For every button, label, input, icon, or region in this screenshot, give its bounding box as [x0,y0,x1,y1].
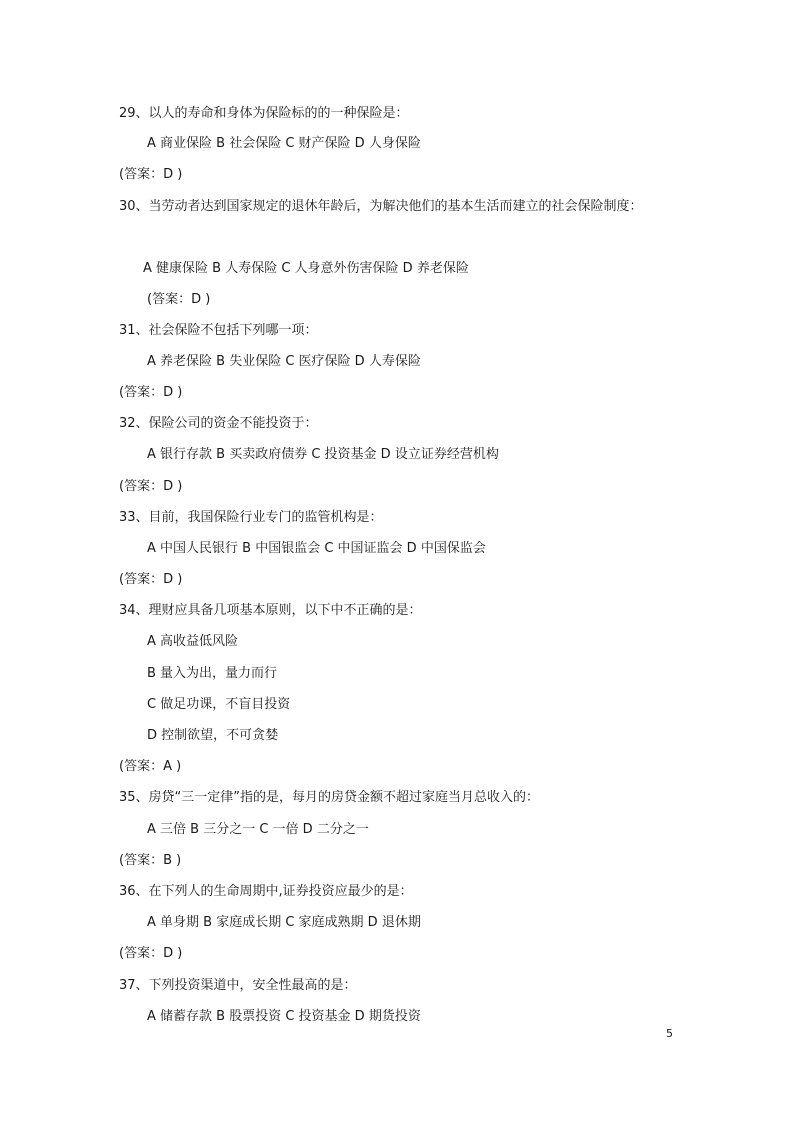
question-35-options: A 三倍 B 三分之一 C 一倍 D 二分之一 [147,822,369,837]
question-33-options: A 中国人民银行 B 中国银监会 C 中国证监会 D 中国保监会 [147,541,486,556]
question-31-stem: 31、社会保险不包括下列哪一项： [119,323,318,338]
question-34-answer: (答案：A ) [119,759,182,774]
question-29-stem: 29、以人的寿命和身体为保险标的的一种保险是： [119,106,409,121]
question-33-stem: 33、目前，我国保险行业专门的监管机构是： [119,510,383,525]
question-36-answer: (答案：D ) [119,946,183,961]
question-32-options: A 银行存款 B 买卖政府债券 C 投资基金 D 设立证券经营机构 [147,447,499,462]
question-29-answer: (答案：D ) [119,167,183,182]
question-36-options: A 单身期 B 家庭成长期 C 家庭成熟期 D 退休期 [147,915,421,930]
question-30-options: A 健康保险 B 人寿保险 C 人身意外伤害保险 D 养老保险 [143,261,469,276]
question-32-stem: 32、保险公司的资金不能投资于： [119,416,318,431]
question-30-answer: (答案：D ) [147,292,211,307]
question-35-answer: (答案：B ) [119,853,182,868]
question-32-answer: (答案：D ) [119,479,183,494]
question-37-options: A 储蓄存款 B 股票投资 C 投资基金 D 期货投资 [147,1009,421,1024]
question-37-stem: 37、下列投资渠道中，安全性最高的是： [119,978,357,993]
question-36-stem: 36、在下列人的生命周期中,证券投资应最少的是： [119,884,413,899]
question-34-option-a: A 高收益低风险 [147,634,239,649]
question-34-option-d: D 控制欲望，不可贪婪 [147,728,279,743]
question-34-option-b: B 量入为出，量力而行 [147,666,278,681]
question-29-options: A 商业保险 B 社会保险 C 财产保险 D 人身保险 [147,136,421,151]
question-34-stem: 34、理财应具备几项基本原则，以下中不正确的是： [119,603,422,618]
question-34-option-c: C 做足功课，不盲目投资 [147,697,291,712]
page-number: 5 [666,1027,673,1040]
question-33-answer: (答案：D ) [119,572,183,587]
question-35-stem: 35、房贷“三一定律”指的是，每月的房贷金额不超过家庭当月总收入的： [119,790,540,805]
question-31-answer: (答案：D ) [119,385,183,400]
question-30-stem: 30、当劳动者达到国家规定的退休年龄后，为解决他们的基本生活而建立的社会保险制度： [119,199,643,214]
question-31-options: A 养老保险 B 失业保险 C 医疗保险 D 人寿保险 [147,354,421,369]
